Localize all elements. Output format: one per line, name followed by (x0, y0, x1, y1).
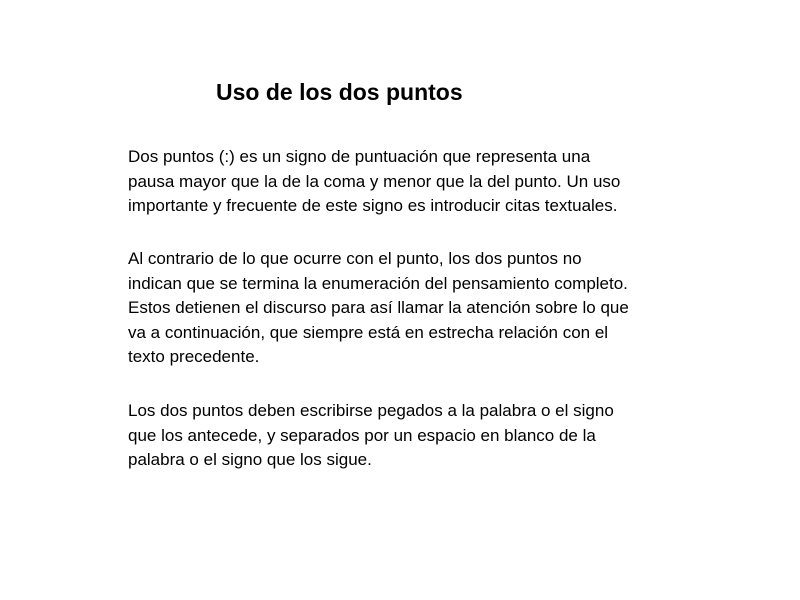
paragraph-line: va a continuación, que siempre está en estrecha relación con el (128, 322, 609, 342)
paragraph-line: indican que se termina la enumeración del pensamiento completo. (128, 273, 628, 293)
paragraph-line: texto precedente. (128, 347, 260, 366)
paragraph-line: palabra o el signo que los sigue. (128, 450, 372, 469)
paragraph-line: pausa mayor que la de la coma y menor que la del punto. Un uso (128, 171, 621, 191)
paragraph-contrast-with-period (128, 247, 688, 370)
paragraph-line: Dos puntos (:) es un signo de puntuación que representa una (128, 147, 591, 166)
paragraph-line: que los antecede, y separados por un espacio en blanco de la (128, 425, 596, 445)
page-title: Uso de los dos puntos (216, 79, 463, 105)
paragraph-line: importante y frecuente de este signo es introducir citas textuales. (128, 196, 618, 215)
paragraph-line: Al contrario de lo que ocurre con el punto, los dos puntos no (128, 249, 582, 268)
paragraph-spacing-rule (128, 399, 688, 473)
paragraph-line: Estos detienen el discurso para así llamar la atención sobre lo que (128, 298, 629, 317)
paragraph-definition (128, 145, 688, 219)
paragraph-line: Los dos puntos deben escribirse pegados a la palabra o el signo (128, 401, 614, 420)
